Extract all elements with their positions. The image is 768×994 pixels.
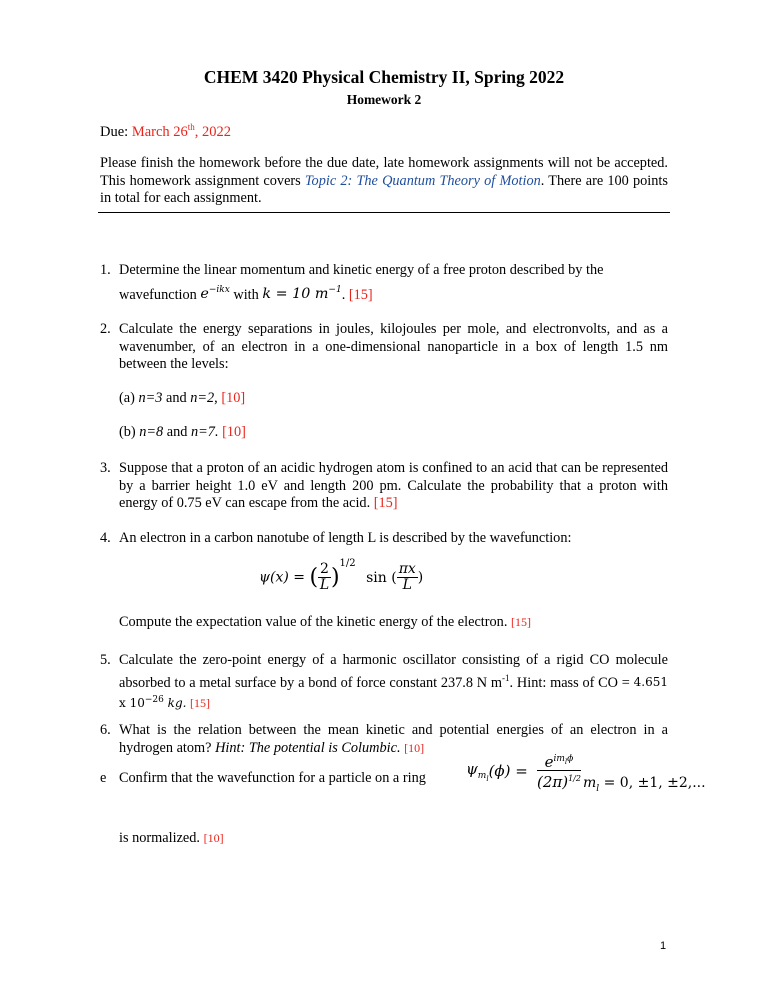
topic-reference: Topic 2: The Quantum Theory of Motion bbox=[304, 172, 541, 189]
wavenumber-expression: k = 10 $m^{-1}$ bbox=[262, 285, 342, 303]
intro-paragraph: Please finish the homework before the due date, late homework assignments will not be accepted. This homework assignment covers Topic 2: The Quantum Theory of Motion. There are 100 points in total for each assignment. bbox=[100, 155, 668, 206]
ml-values: $m_l = 0$, ±1, ±2,... bbox=[583, 775, 706, 794]
question-4-text: An electron in a carbon nanotube of length L is described by the wavefunction: bbox=[119, 530, 572, 546]
question-4-points: [15] bbox=[510, 615, 531, 629]
question-7-points: [10] bbox=[203, 831, 224, 845]
due-date: March 26th, 2022 bbox=[131, 122, 232, 140]
question-5-text: Calculate the zero-point energy of a harmonic oscillator consisting of a rigid CO molecule absorbed to a metal surface by a bond of force constant 237.8 N m bbox=[119, 652, 668, 691]
co-mass-value: 4.651 x $10^{-26}$ kg. bbox=[119, 675, 669, 710]
question-1-text: Determine the linear momentum and kinetic energy of a free proton described by the bbox=[119, 262, 604, 278]
question-2-text: Calculate the energy separations in joules, kilojoules per mole, and electronvolts, and as a wavenumber, of an electron in a one-dimensional nanoparticle in a box of length 1.5 nm between the levels: bbox=[119, 321, 668, 372]
question-2b-points: [10] bbox=[222, 424, 246, 440]
question-6-points: [10] bbox=[404, 740, 425, 755]
question-5-points: [15] bbox=[190, 695, 211, 710]
question-2a: (a) n=3 and n=2, [10] bbox=[119, 390, 246, 406]
question-2a-points: [10] bbox=[221, 390, 246, 406]
page-number: 1 bbox=[660, 940, 667, 952]
question-6-text: What is the relation between the mean kinetic and potential energies of an electron in a hydrogen atom? bbox=[119, 722, 668, 756]
document-title: CHEM 3420 Physical Chemistry II, Spring 2022 bbox=[203, 67, 565, 87]
ring-wavefunction-equation: $\psi_{m_l}(\phi)$ = $\frac{e^{im_l\phi}}{(2\pi)^{1/2}}$ bbox=[466, 753, 581, 791]
due-label: Due: bbox=[100, 123, 132, 140]
question-7-followup: is normalized. [10] bbox=[119, 830, 224, 846]
question-3-text: Suppose that a proton of an acidic hydrogen atom is confined to an acid that can be represented by a barrier height 1.0 eV and length 200 pm. Calculate the probability that a proton with energy of 0.75 eV can escape from the acid. bbox=[119, 460, 668, 511]
document-subtitle: Homework 2 bbox=[346, 92, 422, 107]
question-1-points: [15] bbox=[348, 286, 373, 303]
question-3-points: [15] bbox=[373, 495, 398, 511]
due-date-line bbox=[100, 122, 231, 141]
section-divider bbox=[98, 212, 670, 213]
question-2b: (b) n=8 and n=7. [10] bbox=[119, 424, 246, 440]
document-page: CHEM 3420 Physical Chemistry II, Spring 2022 Homework 2 Due: March 26th, 2022 Please finish the homework before the due date, late homework assignments will not be accepted. This homework assignment covers Topic 2: The Quantum Theory of Motion. There are 100 points in total for each assignment. 1. Determine the linear momentum and kinetic energy of a free proton described by the wavefunction $e^{-ikx}$ with k = 10 $m^{-1}$. [15] 2. Calculate the energy separations in joules, kilojoules per mole, and electronvolts, and as a wavenumber, of an electron in a one-dimensional nanoparticle in a box of length 1.5 nm between the levels: (a) n=3 and n=2, [10] (b) n=8 and n=7. [10] 3. Suppose that a proton of an acidic hydrogen atom is confined to an acid that can be represented by a barrier height 1.0 eV and length 200 pm. Calculate the probability that a proton with energy of 0.75 eV can escape from the acid. [15] 4. An electron in a carbon nanotube of length L is described by the wavefunction: ψ(x) = ( $\frac{2}{L}$ )$^{1/2}$ sin ( $\frac{\pi x}{L}$ ) Compute the expectation value of the kinetic energy of the electron. [15] 5. Calculate the zero-point energy of a harmonic oscillator consisting of a rigid CO molecule absorbed to a metal surface by a bond of force constant 237.8 N $m^{-1}$. Hint: mass of CO = 4.651 x $10^{-26}$ kg. [15] 6. What is the relation between the mean kinetic and potential energies of an electron in a hydrogen atom? Hint: The potential is Columbic. [10] e Confirm that the wavefunction for a particle on a ring $\psi_{m_l}(\phi)$ = $\frac{e^{im_l\phi}}{(2\pi)^{1/2}}$ $m_l = 0$, ±1, ±2,... is normalized. [10] 1 bbox=[0, 0, 768, 994]
question-6-hint: Hint: The potential is Columbic. bbox=[215, 739, 401, 756]
question-4-followup: Compute the expectation value of the kinetic energy of the electron. [15] bbox=[119, 614, 531, 630]
wavefunction-equation: ψ(x) = ( $\frac{2}{L}$ )$^{1/2}$ sin ( $\frac{\pi x}{L}$ ) bbox=[259, 557, 424, 593]
question-7-text: Confirm that the wavefunction for a particle on a ring bbox=[119, 770, 426, 786]
wavefunction-expression: $e^{-ikx}$ bbox=[200, 285, 230, 303]
